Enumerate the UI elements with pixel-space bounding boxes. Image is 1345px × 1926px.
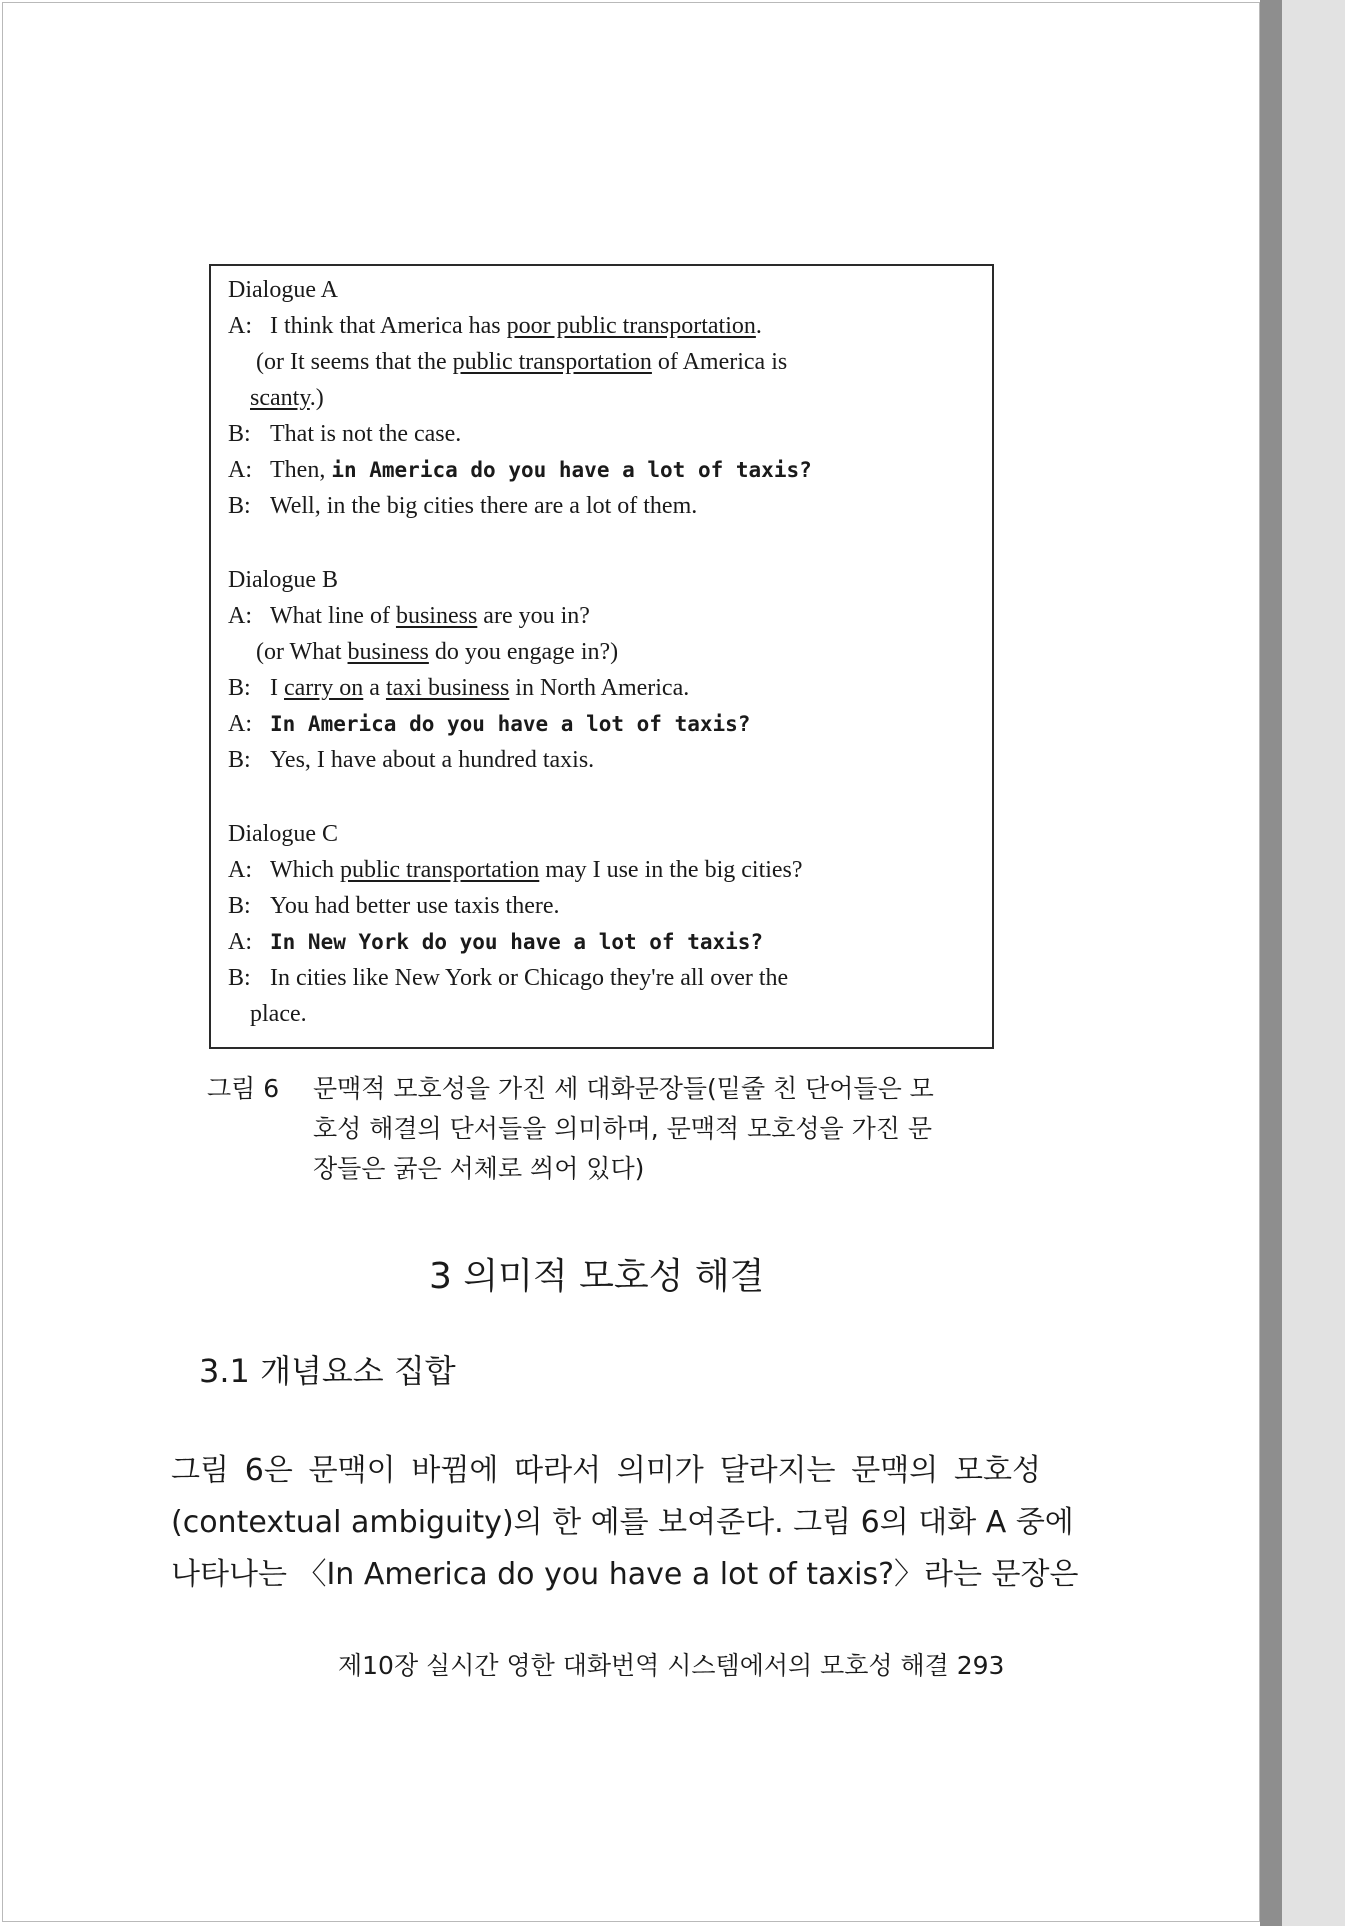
clue-word: business	[395, 603, 478, 629]
dialogue-a-line-2: (or It seems that the public transportation of America is	[256, 349, 788, 375]
dialogue-b-line-2: (or What business do you engage in?)	[256, 639, 619, 665]
dialogue-b-line-4	[228, 711, 750, 738]
figure-caption-line-3: 장들은 굵은 서체로 씌어 있다)	[313, 1154, 645, 1183]
clue-word: scanty	[250, 385, 310, 411]
speaker-label: B:	[228, 965, 251, 991]
dialogue-b-line-1: A: What line of business are you in?	[228, 603, 590, 629]
ambiguous-sentence: In New York do you have a lot of taxis?	[270, 930, 764, 954]
subsection-title: 3.1 개념요소 집합	[199, 1352, 456, 1390]
clue-word: public transportation	[339, 857, 540, 883]
speaker-label: B:	[228, 675, 251, 701]
figure-caption-line-2: 호성 해결의 단서들을 의미하며, 문맥적 모호성을 가진 문	[313, 1114, 933, 1143]
dialogue-c-title: Dialogue C	[228, 821, 338, 847]
dialogue-c-line-2: B: You had better use taxis there.	[228, 893, 560, 919]
ambiguous-sentence: in America do you have a lot of taxis?	[331, 458, 812, 482]
clue-word: taxi business	[385, 675, 510, 701]
dialogue-c-line-4: B: In cities like New York or Chicago they're all over the	[228, 965, 789, 991]
dialogue-a-line-4: B: That is not the case.	[228, 421, 462, 447]
speaker-label: B:	[228, 893, 251, 919]
clue-word: public transportation	[452, 349, 652, 375]
dialogue-a-title: Dialogue A	[228, 277, 338, 303]
page-footer: 제10장 실시간 영한 대화번역 시스템에서의 모호성 해결 293	[338, 1651, 1005, 1680]
section-title: 3 의미적 모호성 해결	[429, 1256, 765, 1297]
clue-word: poor public transportation	[506, 313, 756, 339]
speaker-label: B:	[228, 421, 251, 447]
speaker-label: A:	[228, 457, 252, 483]
dialogue-c-line-3	[228, 929, 763, 956]
ambiguous-sentence: In America do you have a lot of taxis?	[270, 712, 751, 736]
dialogue-a-line-3: scanty.)	[250, 385, 324, 411]
page-edge-shadow	[1260, 0, 1282, 1926]
figure-caption-line-1: 문맥적 모호성을 가진 세 대화문장들(밑줄 친 단어들은 모	[313, 1074, 934, 1103]
speaker-label: A:	[228, 857, 252, 883]
page-edge-background	[1282, 0, 1345, 1926]
figure-caption-label: 그림 6	[207, 1074, 280, 1103]
body-text-line-3: 나타나는 〈In America do you have a lot of taxis?〉라는 문장은	[171, 1557, 1079, 1592]
speaker-label: A:	[228, 929, 252, 955]
dialogue-a-line-6: B: Well, in the big cities there are a lot of them.	[228, 493, 698, 519]
speaker-label: A:	[228, 711, 252, 737]
dialogue-a-line-5: A: Then, in America do you have a lot of taxis?	[228, 457, 812, 483]
clue-word: business	[347, 639, 429, 665]
book-page	[2, 2, 1260, 1922]
speaker-label: A:	[228, 603, 252, 629]
dialogue-c-line-5: place.	[250, 1001, 307, 1027]
dialogue-c-line-1: A: Which public transportation may I use in the big cities?	[228, 857, 803, 883]
body-text-line-1: 그림 6은 문맥이 바뀜에 따라서 의미가 달라지는 문맥의 모호성	[171, 1453, 1041, 1488]
speaker-label: B:	[228, 493, 251, 519]
dialogue-a-line-1: A: I think that America has poor public transportation.	[228, 313, 762, 339]
body-text-line-2: (contextual ambiguity)의 한 예를 보여준다. 그림 6의 대화 A 중에	[171, 1505, 1074, 1540]
dialogue-b-line-3: B: I carry on a taxi business in North America.	[228, 675, 690, 701]
speaker-label: B:	[228, 747, 251, 773]
dialogue-b-title: Dialogue B	[228, 567, 338, 593]
dialogue-b-line-5: B: Yes, I have about a hundred taxis.	[228, 747, 595, 773]
clue-word: carry on	[284, 675, 364, 701]
speaker-label: A:	[228, 313, 252, 339]
